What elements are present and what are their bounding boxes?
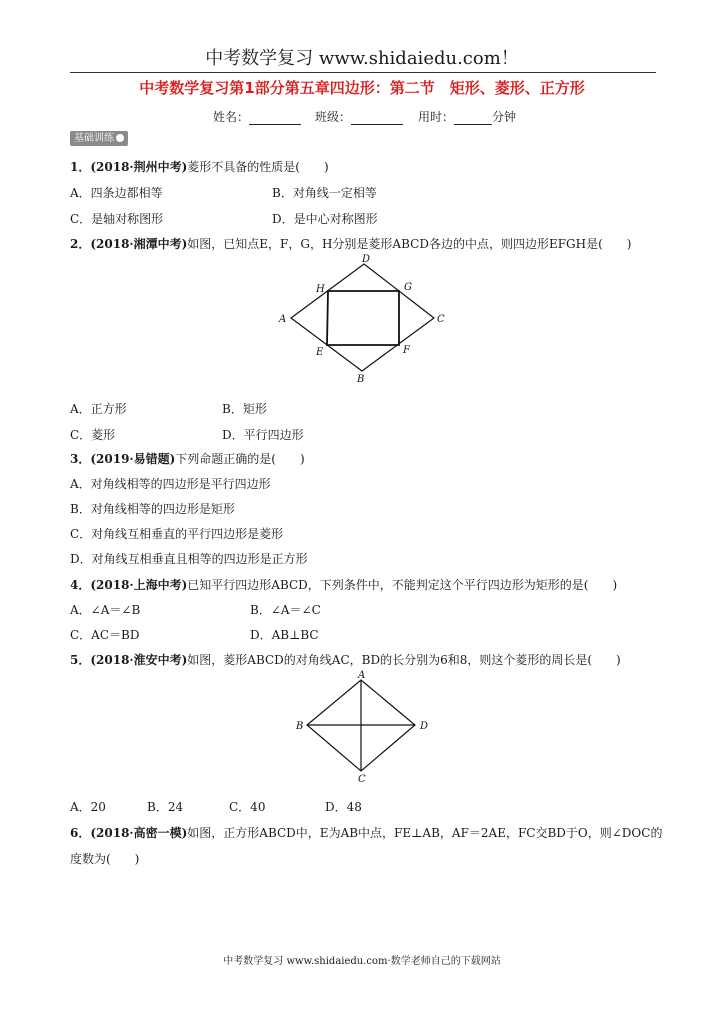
q2-option-c[interactable]: C．菱形	[70, 428, 116, 442]
badge-dot-icon	[116, 134, 124, 142]
question-text: 如图，已知点E，F，G，H分别是菱形ABCD各边的中点，则四边形EFGH是( )	[187, 237, 632, 251]
question-source: (2018·淮安中考)	[90, 653, 188, 667]
q2-option-a[interactable]: A．正方形	[70, 402, 127, 416]
question-6-continuation: 度数为( )	[70, 852, 140, 866]
question-source: (2018·荆州中考)	[90, 160, 188, 174]
label-d: D	[420, 721, 429, 732]
q1-option-d[interactable]: D．是中心对称图形	[272, 212, 378, 226]
question-text: 菱形不具备的性质是( )	[187, 160, 329, 174]
time-label: 用时：	[418, 110, 455, 124]
class-blank[interactable]	[351, 112, 403, 125]
name-label: 姓名：	[213, 110, 250, 124]
label-c: C	[358, 774, 366, 785]
document-title: 中考数学复习第1部分第五章四边形：第二节 矩形、菱形、正方形	[139, 79, 585, 97]
question-number: 2．	[70, 237, 91, 251]
question-source: (2018·上海中考)	[90, 578, 188, 592]
question-number: 3．	[70, 452, 91, 466]
label-b: B	[296, 721, 304, 732]
q4-option-a[interactable]: A．∠A＝∠B	[70, 603, 141, 617]
question-1	[70, 158, 329, 175]
site-header-title: 中考数学复习 www.shidaiedu.com！	[205, 48, 519, 69]
q5-option-d[interactable]: D．48	[325, 800, 362, 814]
q3-option-a[interactable]: A．对角线相等的四边形是平行四边形	[70, 477, 271, 491]
question-text: 下列命题正确的是( )	[175, 452, 305, 466]
header-divider	[70, 72, 656, 73]
q5-option-a[interactable]: A．20	[70, 800, 106, 814]
question-5	[70, 651, 621, 668]
question-text: 已知平行四边形ABCD，下列条件中，不能判定这个平行四边形为矩形的是( )	[187, 578, 618, 592]
question-source: (2018·高密一模)	[90, 826, 188, 840]
class-field[interactable]	[315, 108, 403, 125]
q1-option-b[interactable]: B．对角线一定相等	[272, 186, 377, 200]
rhombus-midpoints-figure	[270, 250, 460, 390]
label-e: E	[316, 347, 324, 358]
time-field[interactable]	[418, 108, 516, 125]
class-label: 班级：	[315, 110, 352, 124]
q3-option-d[interactable]: D．对角线互相垂直且相等的四边形是正方形	[70, 552, 308, 566]
rhombus-diagonals-figure	[290, 668, 440, 786]
q3-option-c[interactable]: C．对角线互相垂直的平行四边形是菱形	[70, 527, 284, 541]
label-d: D	[362, 254, 371, 265]
label-f: F	[403, 345, 410, 356]
name-field[interactable]	[213, 108, 301, 125]
question-text: 如图，菱形ABCD的对角线AC，BD的长分别为6和8，则这个菱形的周长是( )	[187, 653, 621, 667]
q4-option-c[interactable]: C．AC＝BD	[70, 628, 140, 642]
label-a: A	[279, 314, 287, 325]
q2-option-b[interactable]: B．矩形	[222, 402, 267, 416]
q2-option-d[interactable]: D．平行四边形	[222, 428, 304, 442]
q4-option-b[interactable]: B．∠A＝∠C	[250, 603, 321, 617]
rhombus-abcd	[291, 264, 434, 371]
q5-option-c[interactable]: C．40	[229, 800, 266, 814]
q1-option-a[interactable]: A．四条边都相等	[70, 186, 163, 200]
q5-option-b[interactable]: B．24	[147, 800, 184, 814]
question-source: (2018·湘潭中考)	[90, 237, 188, 251]
q3-option-b[interactable]: B．对角线相等的四边形是矩形	[70, 502, 235, 516]
question-number: 1．	[70, 160, 91, 174]
q4-option-d[interactable]: D．AB⊥BC	[250, 628, 319, 642]
label-c: C	[437, 314, 445, 325]
label-g: G	[404, 282, 412, 293]
name-blank[interactable]	[249, 112, 301, 125]
quadrilateral-efgh	[327, 291, 399, 345]
time-unit: 分钟	[492, 110, 517, 124]
time-blank[interactable]	[454, 112, 492, 125]
section-badge	[70, 131, 128, 146]
q1-option-c[interactable]: C．是轴对称图形	[70, 212, 164, 226]
question-source: (2019·易错题)	[90, 452, 176, 466]
section-badge-label: 基础训练	[74, 133, 114, 144]
question-number: 4．	[70, 578, 91, 592]
question-4	[70, 576, 617, 593]
question-3	[70, 450, 305, 467]
label-b: B	[357, 374, 365, 385]
label-h: H	[316, 284, 325, 295]
label-a: A	[358, 670, 366, 681]
question-number: 6．	[70, 826, 91, 840]
question-number: 5．	[70, 653, 91, 667]
page-footer: 中考数学复习 www.shidaiedu.com·数学老师自己的下载网站	[223, 956, 501, 967]
question-text: 如图，正方形ABCD中，E为AB中点，FE⊥AB，AF＝2AE，FC交BD于O，则∠DOC的	[187, 826, 663, 840]
question-6	[70, 824, 662, 841]
